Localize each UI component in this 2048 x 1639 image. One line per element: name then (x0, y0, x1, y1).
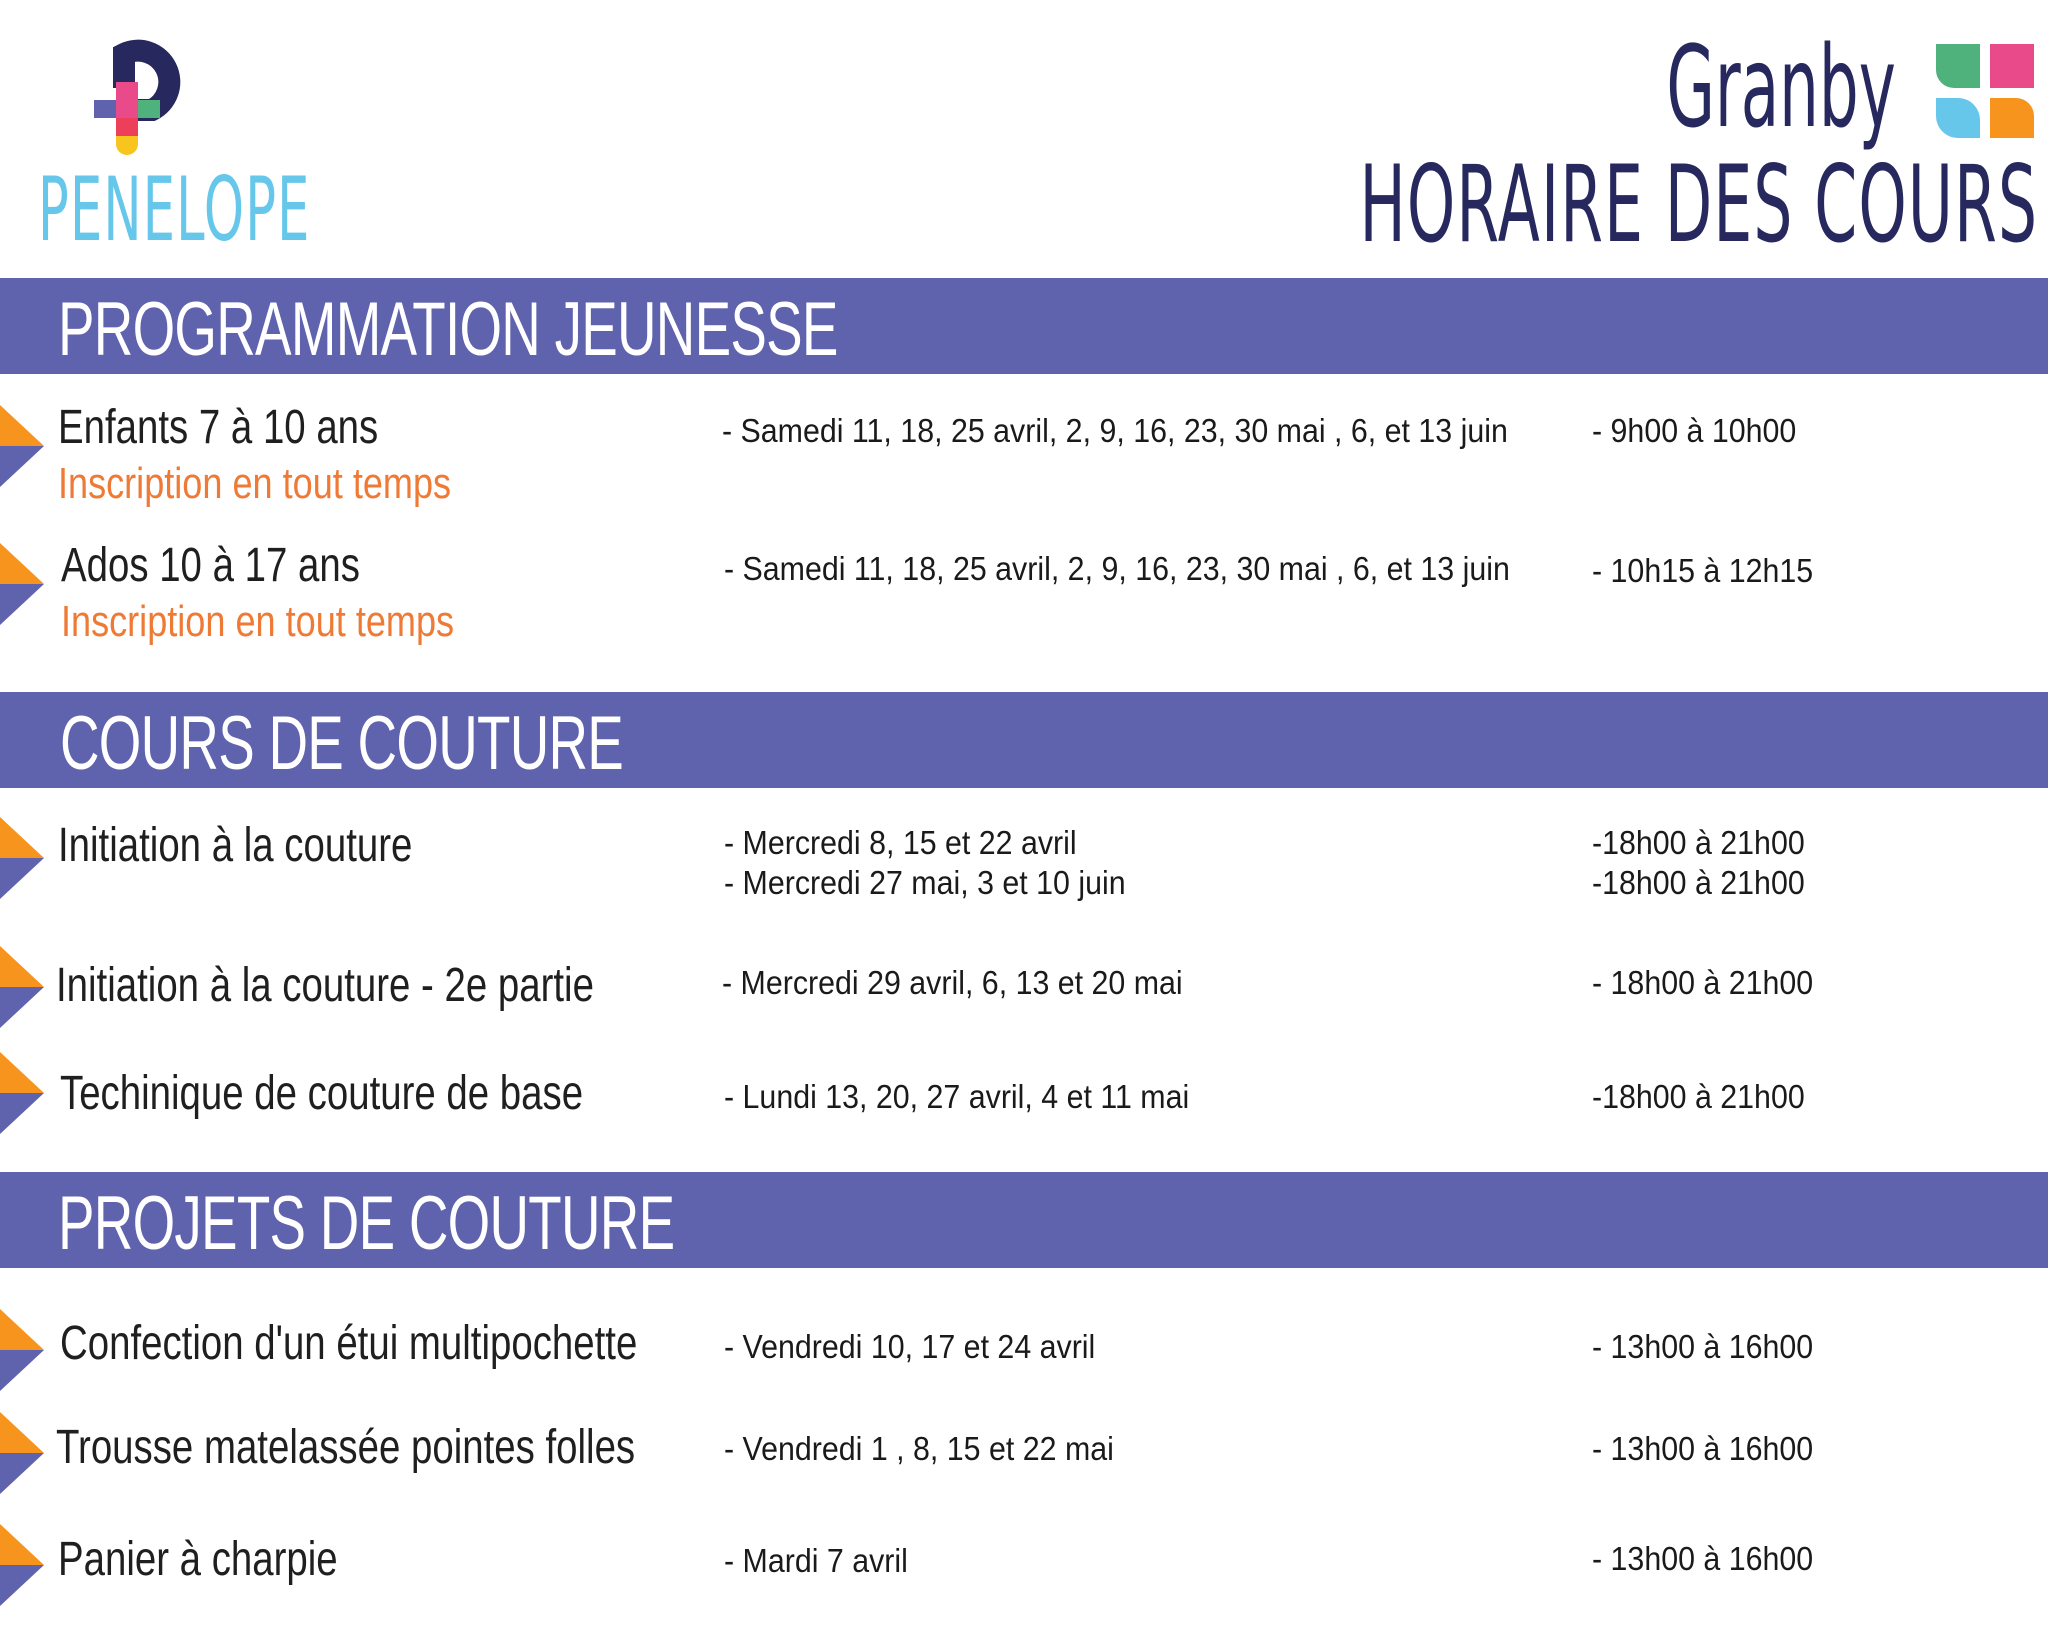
course-times: -18h00 à 21h00 (1592, 1078, 1805, 1115)
course-dates: - Vendredi 10, 17 et 24 avril (724, 1328, 1096, 1365)
course-dates: - Vendredi 1 , 8, 15 et 22 mai (724, 1430, 1114, 1467)
granby-logo-icon (1932, 40, 2038, 142)
course-times: - 9h00 à 10h00 (1592, 412, 1797, 449)
row-marker-icon (0, 1412, 44, 1494)
course-times: -18h00 à 21h00 (1592, 824, 1805, 861)
course-name: Panier à charpie (58, 1533, 338, 1586)
course-name: Techinique de couture de base (60, 1067, 584, 1120)
section-band-projets (0, 1172, 2048, 1268)
course-dates: - Mardi 7 avril (724, 1542, 908, 1579)
section-title: PROJETS DE COUTURE (58, 1181, 675, 1266)
course-name: Ados 10 à 17 ans (61, 539, 360, 592)
course-dates: - Mercredi 29 avril, 6, 13 et 20 mai (722, 964, 1183, 1001)
course-note: Inscription en tout temps (61, 597, 455, 646)
section-band-cours (0, 692, 2048, 788)
course-name: Confection d'un étui multipochette (60, 1317, 638, 1370)
row-marker-icon (0, 946, 44, 1028)
section-band-jeunesse (0, 278, 2048, 374)
penelope-logo-mark (86, 38, 196, 163)
course-times: - 10h15 à 12h15 (1592, 552, 1814, 589)
row-marker-icon (0, 1524, 44, 1606)
course-name: Enfants 7 à 10 ans (58, 401, 379, 454)
course-dates: - Mercredi 8, 15 et 22 avril (724, 824, 1077, 861)
course-dates: - Lundi 13, 20, 27 avril, 4 et 11 mai (724, 1078, 1190, 1115)
course-note: Inscription en tout temps (58, 459, 452, 508)
course-dates: - Samedi 11, 18, 25 avril, 2, 9, 16, 23, 30 mai , 6, et 13 juin (722, 412, 1508, 449)
penelope-logo-text: PENELOPE (38, 158, 311, 261)
section-title: PROGRAMMATION JEUNESSE (58, 287, 838, 372)
row-marker-icon (0, 817, 44, 899)
row-marker-icon (0, 405, 44, 487)
course-name: Initiation à la couture - 2e partie (56, 959, 594, 1012)
course-times: - 13h00 à 16h00 (1592, 1430, 1814, 1467)
course-name: Initiation à la couture (58, 819, 413, 872)
course-times: -18h00 à 21h00 (1592, 864, 1805, 901)
course-times: - 13h00 à 16h00 (1592, 1328, 1814, 1365)
course-times: - 18h00 à 21h00 (1592, 964, 1814, 1001)
row-marker-icon (0, 1309, 44, 1391)
brand-city-name: Granby (1666, 23, 1896, 153)
course-dates: - Mercredi 27 mai, 3 et 10 juin (724, 864, 1126, 901)
row-marker-icon (0, 543, 44, 625)
row-marker-icon (0, 1052, 44, 1134)
course-dates: - Samedi 11, 18, 25 avril, 2, 9, 16, 23, 30 mai , 6, et 13 juin (724, 550, 1510, 587)
course-name: Trousse matelassée pointes folles (56, 1421, 636, 1474)
section-title: COURS DE COUTURE (60, 701, 624, 786)
course-times: - 13h00 à 16h00 (1592, 1540, 1814, 1577)
page-title: HORAIRE DES COURS (1359, 143, 2038, 266)
